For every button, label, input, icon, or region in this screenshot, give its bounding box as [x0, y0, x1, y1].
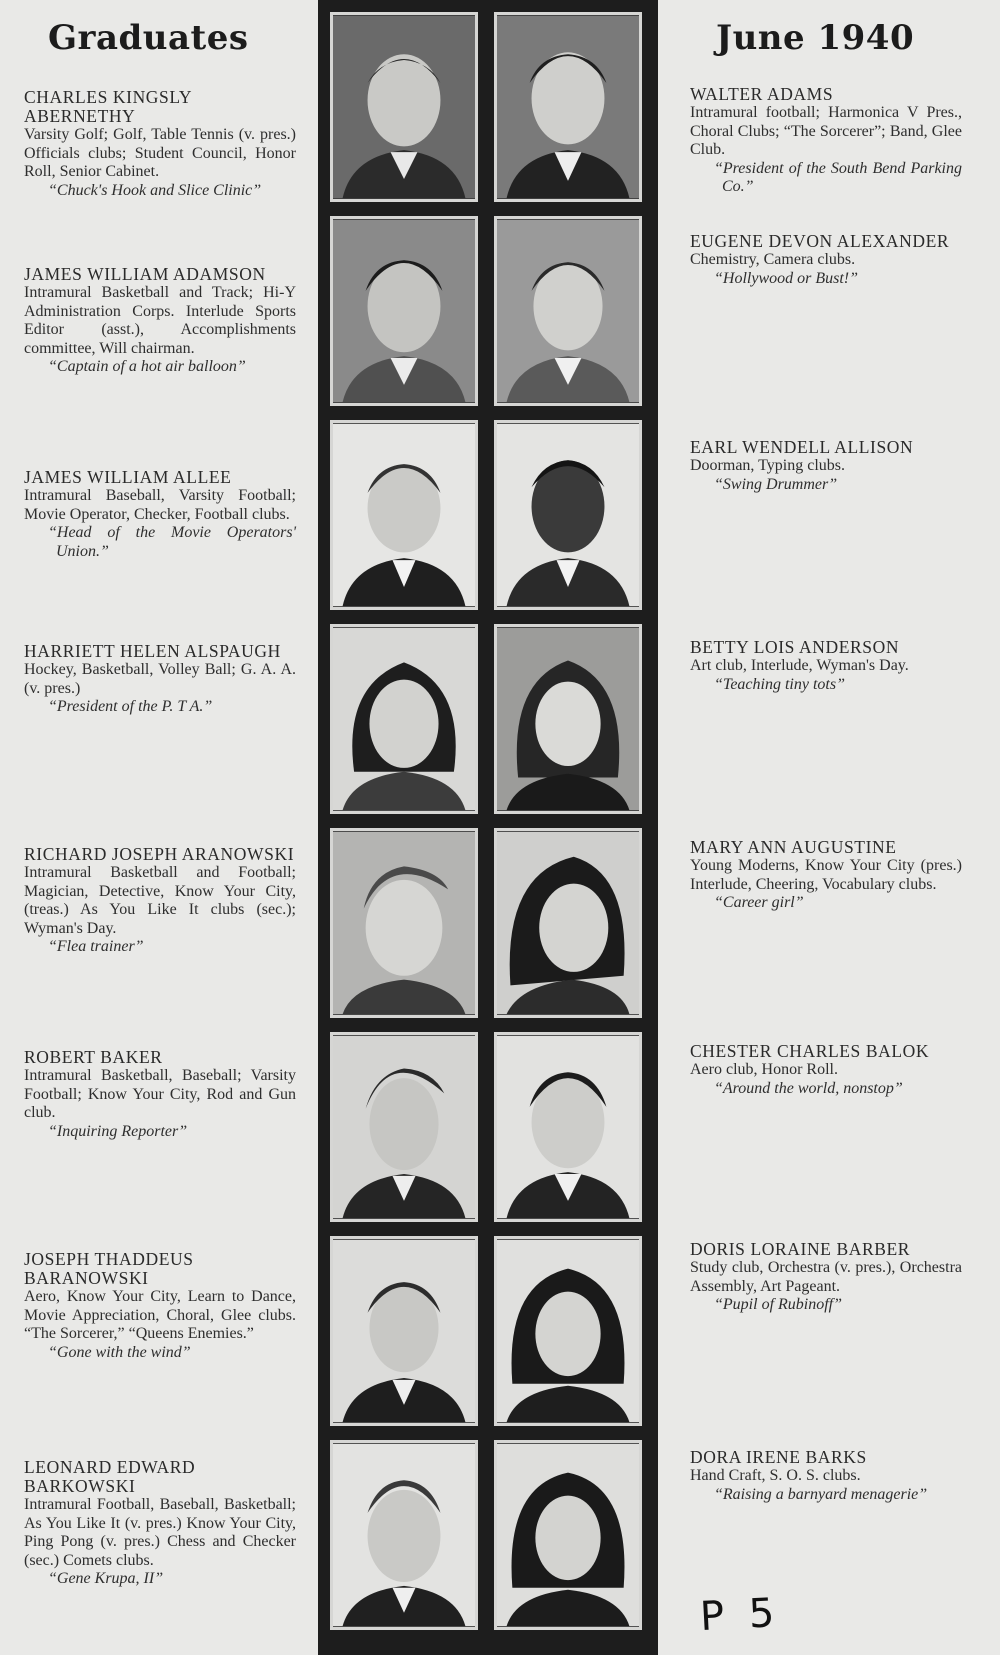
graduate-name: ROBERT BAKER [24, 1047, 163, 1067]
graduate-quote: “Around the world, nonstop” [714, 1079, 903, 1097]
portrait-icon [333, 1035, 475, 1219]
graduate-quote: “President of the P. T A.” [48, 698, 213, 715]
graduate-entry [24, 845, 296, 957]
graduate-activities: Intramural Basketball, Baseball; Varsity Football; Know Your City, Rod and Gun club. [24, 1067, 296, 1121]
portrait-icon [497, 219, 639, 403]
graduate-entry [690, 638, 962, 694]
graduate-name: JOSEPH THADDEUS BARANOWSKI [24, 1249, 194, 1288]
graduate-quote: “Flea trainer” [48, 938, 144, 955]
portrait-icon [497, 1239, 639, 1423]
graduate-quote: “Hollywood or Bust!” [714, 269, 859, 287]
portrait-icon [333, 1239, 475, 1423]
portrait-strip [318, 0, 658, 1655]
graduate-activities: Hockey, Basketball, Volley Ball; G. A. A. (v. pres.) [24, 661, 296, 697]
portrait-photo [494, 1440, 642, 1630]
graduate-name: JAMES WILLIAM ADAMSON [24, 264, 266, 284]
graduate-entry [690, 1042, 962, 1098]
portrait-icon [333, 423, 475, 607]
graduate-name: JAMES WILLIAM ALLEE [24, 467, 232, 487]
portrait-photo [494, 624, 642, 814]
graduate-name: MARY ANN AUGUSTINE [690, 837, 897, 857]
portrait-photo [330, 1440, 478, 1630]
graduate-activities: Aero, Know Your City, Learn to Dance, Movie Appreciation, Choral, Glee clubs. “The Sorcerer,” “Queens Enemies.” [24, 1288, 296, 1342]
portrait-icon [497, 627, 639, 811]
graduate-activities: Art club, Interlude, Wyman's Day. [690, 657, 909, 674]
graduate-entry [24, 1250, 296, 1362]
portrait-photo [330, 828, 478, 1018]
graduate-quote: “Inquiring Reporter” [48, 1122, 188, 1140]
graduate-activities: Varsity Golf; Golf, Table Tennis (v. pres.) Officials clubs; Student Council, Honor Roll, Senior Cabinet. [24, 126, 296, 180]
graduate-quote: “Pupil of Rubinoff” [714, 1296, 843, 1313]
graduate-quote: “Chuck's Hook and Slice Clinic” [48, 181, 262, 199]
portrait-photo [494, 420, 642, 610]
page-number-handwritten: P 5 [698, 1589, 782, 1641]
portrait-photo [494, 216, 642, 406]
graduate-activities: Intramural Football, Baseball, Basketball; As You Like It (v. pres.) Know Your City, Ping Pong (v. pres.) Chess and Checker (sec.) Comets clubs. [24, 1496, 296, 1569]
portrait-photo [330, 1032, 478, 1222]
graduate-name: EARL WENDELL ALLISON [690, 437, 914, 457]
graduate-name: WALTER ADAMS [690, 84, 834, 104]
graduate-entry [690, 1448, 962, 1504]
portrait-icon [333, 627, 475, 811]
graduate-name: BETTY LOIS ANDERSON [690, 637, 900, 657]
portrait-photo [330, 420, 478, 610]
graduate-entry [690, 85, 962, 197]
graduate-entry [690, 438, 962, 494]
graduate-name: DORIS LORAINE BARBER [690, 1239, 911, 1259]
graduate-quote: “Head of the Movie Operators' Union.” [48, 524, 296, 560]
graduate-name: DORA IRENE BARKS [690, 1447, 867, 1467]
graduate-activities: Doorman, Typing clubs. [690, 457, 846, 474]
graduate-quote: “Gene Krupa, II” [48, 1570, 164, 1587]
graduate-name: HARRIETT HELEN ALSPAUGH [24, 641, 281, 661]
portrait-icon [333, 1443, 475, 1627]
graduate-activities: Intramural Basketball and Track; Hi-Y Administration Corps. Interlude Sports Editor (asst.), Accomplishments committee, Will chairman. [24, 284, 296, 357]
portrait-icon [497, 1443, 639, 1627]
portrait-photo [330, 216, 478, 406]
graduate-name: RICHARD JOSEPH ARANOWSKI [24, 844, 295, 864]
portrait-photo [494, 1236, 642, 1426]
graduate-activities: Chemistry, Camera clubs. [690, 251, 856, 268]
portrait-icon [333, 831, 475, 1015]
graduate-entry [24, 642, 296, 717]
portrait-icon [497, 423, 639, 607]
portrait-photo [330, 12, 478, 202]
portrait-photo [494, 1032, 642, 1222]
graduate-activities: Intramural Basketball and Football; Magician, Detective, Know Your City, (treas.) As You Like It clubs (sec.); Wyman's Day. [24, 864, 296, 937]
graduate-activities: Young Moderns, Know Your City (pres.) Interlude, Cheering, Vocabulary clubs. [690, 857, 962, 893]
graduate-entry [24, 265, 296, 377]
portrait-icon [497, 1035, 639, 1219]
graduate-activities: Study club, Orchestra (v. pres.), Orchestra Assembly, Art Pageant. [690, 1259, 962, 1295]
graduate-name: EUGENE DEVON ALEXANDER [690, 231, 950, 251]
portrait-photo [330, 1236, 478, 1426]
graduate-activities: Hand Craft, S. O. S. clubs. [690, 1467, 861, 1484]
graduate-quote: “Captain of a hot air balloon” [48, 358, 246, 375]
graduate-entry [690, 232, 962, 288]
graduate-activities: Aero club, Honor Roll. [690, 1061, 838, 1078]
graduate-entry [690, 838, 962, 913]
graduate-entry [690, 1240, 962, 1315]
graduate-quote: “Swing Drummer” [714, 475, 838, 493]
graduate-activities: Intramural football; Harmonica V Pres., Choral Clubs; “The Sorcerer”; Band, Glee Club. [690, 104, 962, 158]
graduate-entry [24, 1048, 296, 1141]
graduate-name: CHARLES KINGSLY ABERNETHY [24, 87, 192, 126]
graduate-quote: “Gone with the wind” [48, 1343, 191, 1361]
portrait-photo [494, 828, 642, 1018]
graduate-entry [24, 88, 296, 200]
graduate-activities: Intramural Baseball, Varsity Football; Movie Operator, Checker, Football clubs. [24, 487, 296, 523]
portrait-icon [333, 219, 475, 403]
graduate-name: CHESTER CHARLES BALOK [690, 1041, 930, 1061]
portrait-photo [330, 624, 478, 814]
graduate-quote: “Teaching tiny tots” [714, 675, 845, 693]
page-heading-right: June 1940 [716, 18, 915, 58]
portrait-icon [497, 831, 639, 1015]
graduate-name: LEONARD EDWARD BARKOWSKI [24, 1457, 196, 1496]
portrait-photo [494, 12, 642, 202]
graduate-entry [24, 468, 296, 561]
page-heading-left: Graduates [48, 18, 249, 58]
graduate-quote: “Career girl” [714, 894, 804, 911]
portrait-icon [497, 15, 639, 199]
graduate-quote: “Raising a barnyard menagerie” [714, 1485, 928, 1503]
portrait-icon [333, 15, 475, 199]
graduate-entry [24, 1458, 296, 1589]
graduate-quote: “President of the South Bend Parking Co.” [714, 159, 962, 195]
